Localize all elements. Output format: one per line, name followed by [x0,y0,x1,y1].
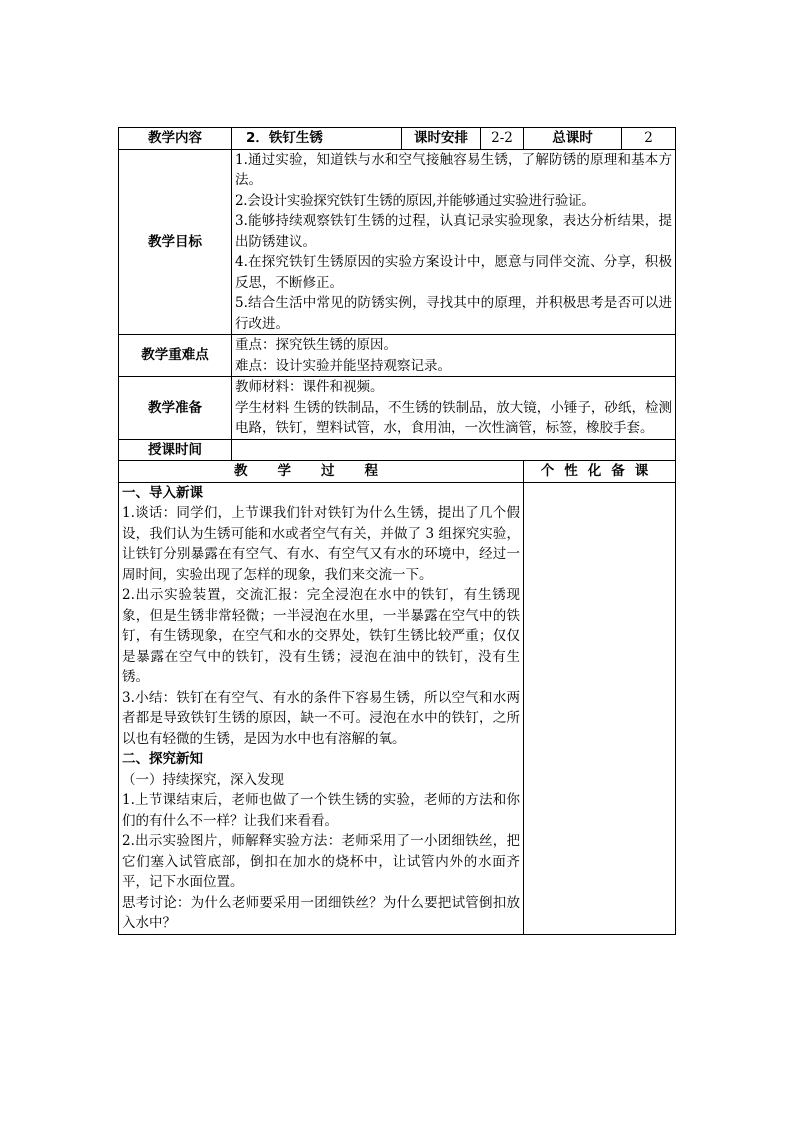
process-paragraph: （一）持续探究，深入发现 [122,771,284,788]
key-points-row [119,335,676,377]
header-row [119,128,676,150]
label-total: 总课时 [524,128,622,150]
lesson-plan-table [118,127,676,935]
objectives-content [232,149,676,335]
process-header-row [119,461,676,483]
schedule-value: 2-2 [481,128,524,150]
label-content: 教学内容 [119,128,232,150]
process-label: 教学过程 [119,461,524,483]
process-paragraph: 1.上节课结束后，老师也做了一个铁生锈的实验，老师的方法和你们的有什么不一样？让我们来看看。 [122,792,520,829]
personal-label: 个性化备课 [524,461,676,483]
key-points-label: 教学重难点 [119,335,232,377]
objective-item: 5.结合生活中常见的防锈实例，寻找其中的原理，并积极思考是否可以进行改进。 [235,295,672,332]
process-paragraph: 思考讨论：为什么老师要采用一团细铁丝？为什么要把试管倒扣放入水中？ [122,894,520,931]
objective-item: 4.在探究铁钉生锈原因的实验方案设计中，愿意与同伴交流、分享，积极反思，不断修正。 [235,254,672,291]
process-content [119,482,524,934]
process-body-row [119,482,676,934]
key-point-item: 难点：设计实验并能坚持观察记录。 [235,357,451,374]
time-value [232,439,676,461]
objective-item: 3.能够持续观察铁钉生锈的过程，认真记录实验现象，表达分析结果，提出防锈建议。 [235,213,672,250]
personal-notes [524,482,676,934]
key-points-content [232,335,676,377]
objectives-row [119,149,676,335]
section-heading: 二、探究新知 [122,751,203,767]
time-label: 授课时间 [119,439,232,461]
objective-item: 2.会设计实验探究铁钉生锈的原因,并能够通过实验进行验证。 [235,192,595,209]
preparation-label: 教学准备 [119,377,232,440]
preparation-item: 教师材料：课件和视频。 [235,379,384,395]
process-paragraph: 2.出示实验装置，交流汇报：完全浸泡在水中的铁钉，有生锈现象，但是生锈非常轻微；一半浸泡在水里，一半暴露在空气中的铁钉，有生锈现象，在空气和水的交界处，铁钉生锈比较严重；仅仅是暴露在空气中的铁钉，没有生锈；浸泡在油中的铁钉，没有生锈。 [122,587,520,685]
key-point-item: 重点：探究铁生锈的原因。 [235,337,397,353]
process-paragraph: 1.谈话：同学们，上节课我们针对铁钉为什么生锈，提出了几个假设，我们认为生锈可能和水或者空气有关，并做了 3 组探究实验，让铁钉分别暴露在有空气、有水、有空气又有水的环境中，经过一周时间，实验出现了怎样的现象，我们来交流一下。 [122,505,520,583]
preparation-item: 学生材料 生锈的铁制品，不生锈的铁制品，放大镜，小锤子，砂纸，检测电路，铁钉，塑料试管，水，食用油，一次性滴管，标签，橡胶手套。 [235,399,672,436]
total-value: 2 [622,128,676,150]
lesson-title: 2．铁钉生锈 [232,128,402,150]
label-schedule: 课时安排 [402,128,481,150]
section-heading: 一、导入新课 [122,484,203,501]
process-paragraph: 3.小结：铁钉在有空气、有水的条件下容易生锈，所以空气和水两者都是导致铁钉生锈的原因，缺一不可。浸泡在水中的铁钉，之所以也有轻微的生锈，是因为水中也有溶解的氧。 [122,689,520,747]
objectives-label: 教学目标 [119,149,232,335]
time-row [119,439,676,461]
preparation-row [119,377,676,440]
objective-item: 1.通过实验，知道铁与水和空气接触容易生锈，了解防锈的原理和基本方法。 [235,151,672,188]
process-paragraph: 2.出示实验图片，师解释实验方法：老师采用了一小团细铁丝，把它们塞入试管底部，倒扣在加水的烧杯中，让试管内外的水面齐平，记下水面位置。 [122,833,520,890]
preparation-content [232,377,676,440]
lesson-plan-page [118,127,675,935]
